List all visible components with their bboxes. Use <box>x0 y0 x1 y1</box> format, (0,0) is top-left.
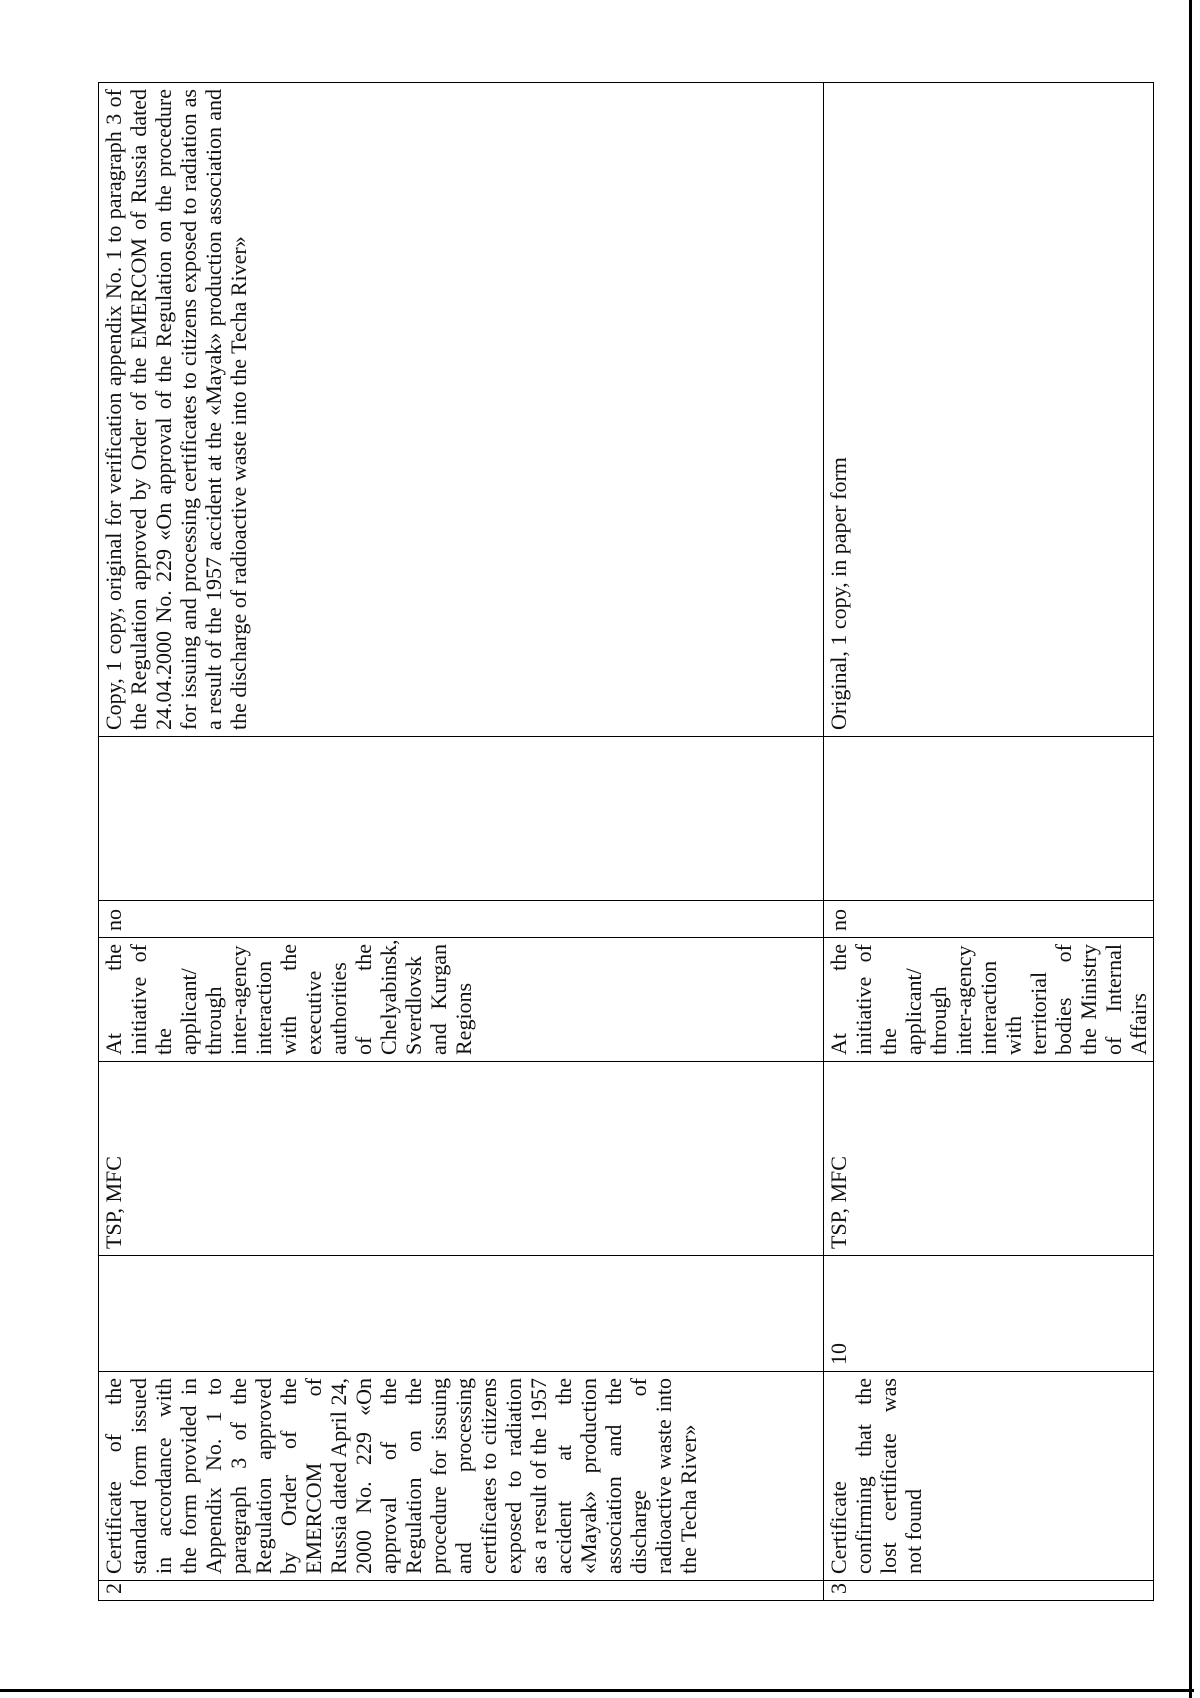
requirement-cell: no <box>824 901 1154 938</box>
days-cell: 10 <box>824 1256 1154 1372</box>
document-name-cell: Certificate confirming that the lost certificate was not found <box>824 1372 1154 1581</box>
request-basis-cell: At the initiative of the applicant/ through inter-agency interaction with territorial bodies of the Ministry of Internal Affairs <box>824 938 1154 1062</box>
document-form-cell: Original, 1 copy, in paper form <box>824 83 1154 737</box>
document-form-cell: Copy, 1 copy, original for verification appendix No. 1 to paragraph 3 of the Regulation approved by Order of the EMERCOM of Russia dated 24.04.2000 No. 229 «On approval of the Regulation on the procedure for issuing and processing certificates to citizens exposed to radiation as a result of the 1957 accident at the «Mayak» production association and the discharge of radioactive waste into the Techa River» <box>99 83 824 737</box>
extra-cell <box>824 737 1154 901</box>
rotated-table-frame <box>98 83 1151 1601</box>
row-number: 3 <box>824 1581 1154 1601</box>
scan-border-right <box>1189 0 1192 1698</box>
scan-border-bottom <box>0 1689 1194 1692</box>
table-row <box>824 83 1154 1601</box>
requirement-cell: no <box>99 901 824 938</box>
extra-cell <box>99 737 824 901</box>
documents-table <box>98 82 1154 1601</box>
row-number: 2 <box>99 1581 824 1601</box>
submission-place-cell: TSP, MFC <box>99 1062 824 1256</box>
table-row <box>99 83 824 1601</box>
document-name-cell: Certificate of the standard form issued in accordance with the form provided in Appendix No. 1 to paragraph 3 of the Regulation approved by Order of the EMERCOM of Russia dated April 24, 2000 No. 229 «On approval of the Regulation on the procedure for issuing and processing certificates to citizens exposed to radiation as a result of the 1957 accident at the «Mayak» production association and the discharge of radioactive waste into the Techa River» <box>99 1372 824 1581</box>
days-cell <box>99 1256 824 1372</box>
submission-place-cell: TSP, MFC <box>824 1062 1154 1256</box>
request-basis-cell: At the initiative of the applicant/ through inter-agency interaction with the executive authorities of the Chelyabinsk, Sverdlovsk and Kurgan Regions <box>99 938 824 1062</box>
